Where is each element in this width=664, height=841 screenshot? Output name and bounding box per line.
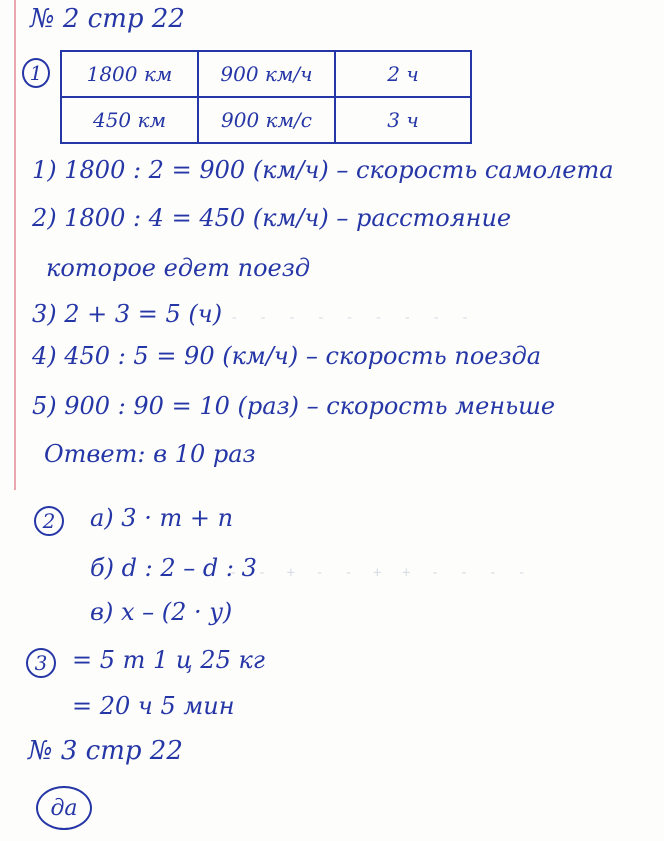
table-cell: 900 км/ч [198, 51, 335, 97]
task-number-2: 2 [34, 506, 64, 536]
faint-grid-marks: - - - + - - + + - - - - [200, 565, 532, 581]
margin-line [14, 0, 16, 490]
answer-circle: да [36, 786, 92, 830]
solution-step: 2) 1800 : 4 = 450 (км/ч) – расстояние [32, 204, 512, 232]
given-table [60, 50, 472, 144]
solution-step: 1) 1800 : 2 = 900 (км/ч) – скорость самолета [32, 156, 614, 184]
task-number-1: 1 [22, 58, 50, 88]
expression-item: а) 3 · m + n [90, 504, 234, 532]
answer-line: Ответ: в 10 раз [44, 440, 256, 468]
solution-step: которое едет поезд [46, 254, 311, 282]
task-number-3: 3 [26, 648, 56, 678]
solution-step: 5) 900 : 90 = 10 (раз) – скорость меньше [32, 392, 556, 420]
table-cell: 3 ч [335, 97, 471, 143]
table-cell: 1800 км [61, 51, 198, 97]
table-row [61, 97, 471, 143]
faint-grid-marks: - - - - - - - - - [230, 310, 476, 326]
solution-step: 3) 2 + 3 = 5 (ч) [32, 300, 223, 328]
solution-step: 4) 450 : 5 = 90 (км/ч) – скорость поезда [32, 342, 542, 370]
conversion-result: = 20 ч 5 мин [72, 692, 235, 720]
page-header: № 2 стр 22 [30, 4, 185, 34]
section-header: № 3 стр 22 [28, 736, 183, 766]
table-cell: 2 ч [335, 51, 471, 97]
expression-item: б) d : 2 – d : 3 [90, 554, 257, 582]
table-cell: 450 км [61, 97, 198, 143]
expression-item: в) x – (2 · y) [90, 598, 233, 626]
conversion-result: = 5 т 1 ц 25 кг [72, 646, 265, 674]
table-row [61, 51, 471, 97]
table-cell: 900 км/с [198, 97, 335, 143]
